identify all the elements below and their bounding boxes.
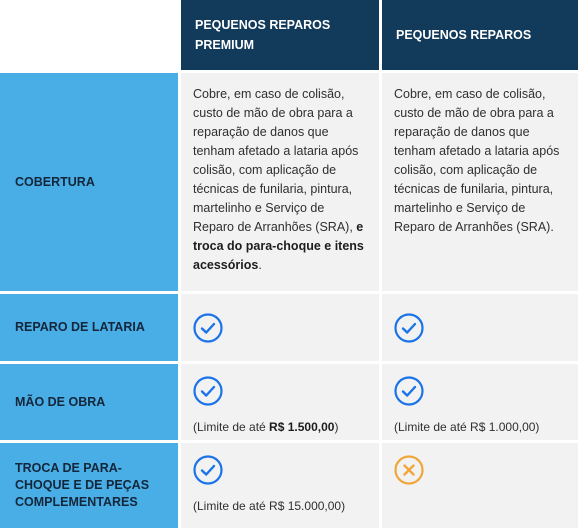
cobertura-premium — [181, 73, 379, 291]
cobertura-basic-text: Cobre, em caso de colisão, custo de mão de obra para a reparação de danos que tenham afetado a lataria após colisão, com aplicação de técnicas de funilaria, pintura, martelinho e Serviço de Reparo de Arranhões (SRA). — [394, 87, 560, 234]
limit-text: (Limite de até R$ 1.000,00) — [394, 420, 540, 434]
lataria-premium — [181, 294, 379, 361]
limit-value: R$ 1.500,00 — [269, 420, 335, 434]
check-circle-icon — [394, 376, 424, 406]
check-circle-icon — [193, 313, 223, 343]
lataria-basic — [382, 294, 578, 361]
limit-suffix: ) — [334, 420, 339, 434]
para-choque-basic — [382, 443, 578, 528]
limit-prefix: (Limite de até — [193, 420, 270, 434]
limit-text: (Limite de até R$ 15.000,00) — [193, 499, 346, 513]
row-label-text: REPARO DE LATARIA — [15, 320, 145, 334]
row-label-text: COBERTURA — [15, 174, 95, 189]
cobertura-premium-bold: e troca do para-choque e itens acessórios — [193, 220, 364, 272]
row-label-lataria — [0, 294, 178, 361]
limit-text — [193, 418, 367, 437]
header-basic — [382, 0, 578, 70]
header-basic-title: PEQUENOS REPAROS — [396, 28, 532, 42]
row-label-text: MÃO DE OBRA — [15, 394, 106, 409]
header-premium-title: PEQUENOS REPAROS PREMIUM — [195, 18, 331, 52]
row-label-cobertura — [0, 73, 178, 291]
check-circle-icon — [193, 376, 223, 406]
cobertura-basic — [382, 73, 578, 291]
mao-de-obra-premium — [181, 364, 379, 440]
mao-de-obra-basic — [382, 364, 578, 440]
cobertura-premium-end: . — [258, 258, 262, 272]
check-circle-icon — [193, 455, 223, 485]
row-label-para-choque — [0, 443, 178, 528]
x-circle-icon — [394, 455, 424, 485]
cobertura-premium-text: Cobre, em caso de colisão, custo de mão de obra para a reparação de danos que tenham afetado a lataria após colisão, com aplicação de técnicas de funilaria, pintura, martelinho e Serviço de Reparo de Arranhões (SRA), — [193, 87, 359, 234]
para-choque-premium — [181, 443, 379, 528]
header-premium — [181, 0, 379, 70]
table-corner — [0, 0, 178, 70]
check-circle-icon — [394, 313, 424, 343]
row-label-mao-de-obra — [0, 364, 178, 440]
row-label-text: TROCA DE PARA-CHOQUE E DE PEÇAS COMPLEMENTARES — [15, 461, 150, 509]
